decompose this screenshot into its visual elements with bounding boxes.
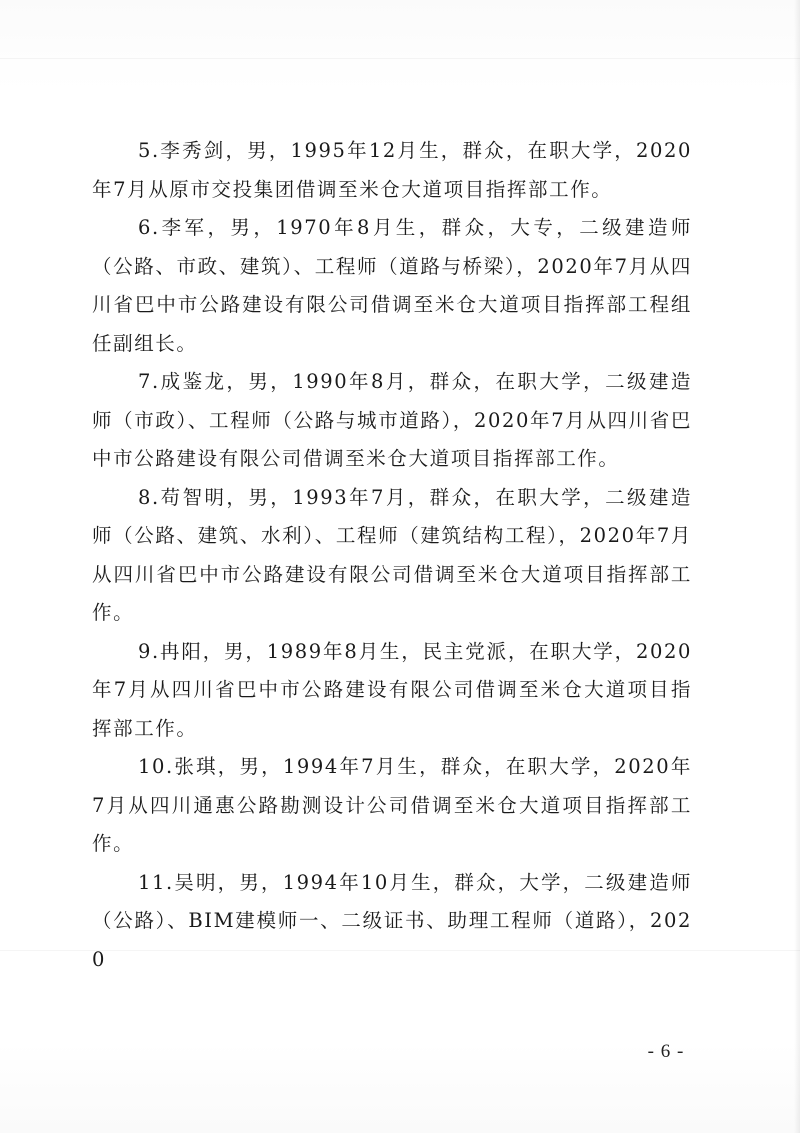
page-number: - 6 - — [647, 1041, 685, 1062]
scan-edge-shadow — [794, 0, 800, 1133]
paragraph-item-8: 8.苟智明，男，1993年7月，群众，在职大学，二级建造师（公路、建筑、水利）、工程师（建筑结构工程），2020年7月从四川省巴中市公路建设有限公司借调至米仓大道项目指挥部工作。 — [92, 485, 692, 624]
paragraph-item-6: 6.李军，男，1970年8月生，群众，大专，二级建造师（公路、市政、建筑）、工程师（道路与桥梁），2020年7月从四川省巴中市公路建设有限公司借调至米仓大道项目指挥部工程组任副组长。 — [92, 216, 692, 355]
paragraph-item-7: 7.成鉴龙，男，1990年8月，群众，在职大学，二级建造师（市政）、工程师（公路与城市道路），2020年7月从四川省巴中市公路建设有限公司借调至米仓大道项目指挥部工作。 — [92, 370, 692, 470]
scan-artifact-line — [0, 58, 800, 59]
paragraph-item-10: 10.张琪，男，1994年7月生，群众，在职大学，2020年7月从四川通惠公路勘测设计公司借调至米仓大道项目指挥部工作。 — [92, 755, 692, 855]
paragraph-item-5: 5.李秀剑，男，1995年12月生，群众，在职大学，2020年7月从原市交投集团借调至米仓大道项目指挥部工作。 — [92, 139, 692, 201]
document-body — [92, 132, 692, 979]
paragraph-item-9: 9.冉阳，男，1989年8月生，民主党派，在职大学，2020年7月从四川省巴中市公路建设有限公司借调至米仓大道项目指挥部工作。 — [92, 639, 692, 740]
paragraph-item-11: 11.吴明，男，1994年10月生，群众，大学，二级建造师（公路）、BIM建模师一、二级证书、助理工程师（道路），2020 — [92, 870, 692, 971]
